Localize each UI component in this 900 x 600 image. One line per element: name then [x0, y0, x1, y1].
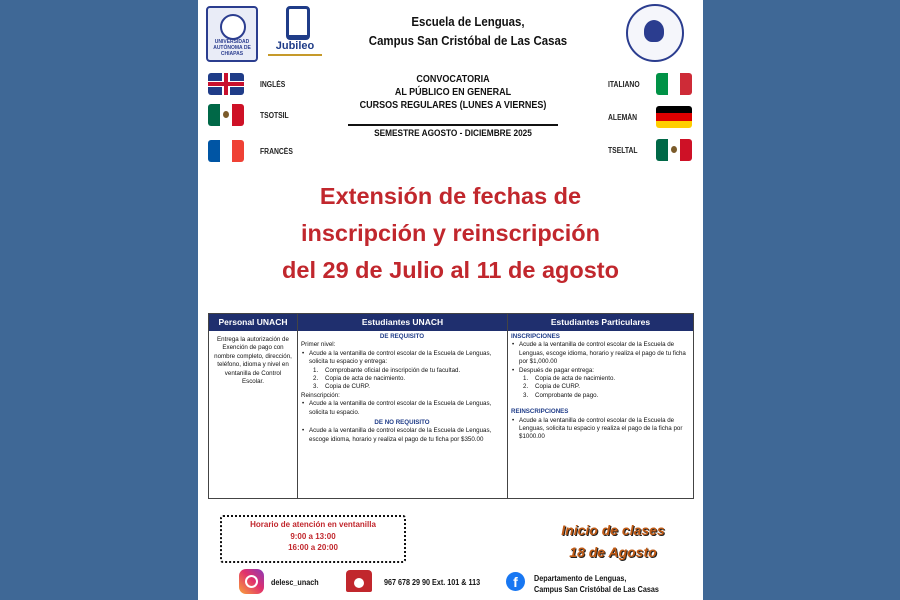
jubileo-logo: Jubileo — [264, 4, 326, 60]
uk-flag-icon — [208, 73, 244, 95]
mexico-flag-icon — [656, 139, 692, 161]
language-label: TSOTSIL — [260, 111, 289, 120]
announcement-block: CONVOCATORIA AL PÚBLICO EN GENERAL CURSOS REGULARES (LUNES A VIERNES) — [359, 74, 547, 111]
germany-flag-icon — [656, 106, 692, 128]
hours-box: Horario de atención en ventanilla 9:00 a 13:00 16:00 a 20:00 — [220, 515, 406, 563]
divider — [348, 124, 558, 126]
semester-label: SEMESTRE AGOSTO - DICIEMBRE 2025 — [374, 128, 532, 138]
language-label: TSELTAL — [608, 146, 638, 155]
table-header: Estudiantes UNACH — [298, 314, 507, 331]
estudiantes-unach-cell: DE REQUISITO Primer nivel: • Acude a la ventanilla de control escolar de la Escuela de Lenguas, solicita tu espacio y entrega: 1. Comprobante oficial de inscripción de tu facultad. 2. Copia de acta de nacimiento. 3. Copia de CURP. Reinscripción: • Acude a la ventanilla de control escolar de la Escuela de Lenguas, solicita tu espacio. DE NO REQUISITO • Acude a la ventanilla de control escolar de la Escuela de Lenguas, escoge idioma, horario y realiza el pago de tu ficha por $350.00 — [301, 333, 503, 498]
language-label: INGLÉS — [260, 80, 286, 89]
facebook-page-label[interactable]: Departamento de Lenguas, Campus San Cristóbal de Las Casas — [534, 574, 659, 594]
instagram-icon — [239, 569, 264, 594]
flyer-page — [198, 0, 703, 600]
estudiantes-particulares-cell: INSCRIPCIONES • Acude a la ventanilla de control escolar de la Escuela de Lenguas, escoge idioma, horario y realiza el pago de tu ficha por $1,000.00 • Después de pagar entrega: 1. Copia de acta de nacimiento. 2. Copia de CURP. 3. Comprobante de pago. REINSCRIPCIONES • Acude a la ventanilla de control escolar de la Escuela de Lenguas, solicita tu espacio y realiza el pago de la ficha por $1000.00 — [511, 333, 689, 498]
class-start-notice: Inicio de clases 18 de Agosto — [561, 522, 665, 560]
requirements-table — [208, 313, 694, 499]
language-label: FRANCÉS — [260, 147, 293, 156]
france-flag-icon — [208, 140, 244, 162]
italy-flag-icon — [656, 73, 692, 95]
facebook-icon: f — [506, 572, 525, 591]
mexico-flag-icon — [208, 104, 244, 126]
personal-unach-cell: Entrega la autorización de Exención de pago con nombre completo, dirección, teléfono, idioma y nivel en ventanilla de Control Escolar. — [214, 336, 292, 386]
language-label: ITALIANO — [608, 80, 640, 89]
language-label: ALEMÁN — [608, 113, 638, 122]
instagram-handle[interactable]: delesc_unach — [271, 578, 319, 587]
phone-number[interactable]: 967 678 29 90 Ext. 101 & 113 — [384, 578, 481, 587]
phone-icon — [346, 570, 372, 592]
unach-seal-logo: UNIVERSIDAD AUTÓNOMA DE CHIAPAS — [206, 6, 258, 62]
school-title: Escuela de Lenguas, Campus San Cristóbal de Las Casas — [368, 14, 568, 48]
escuela-lenguas-logo — [626, 4, 684, 62]
table-header: Personal UNACH — [209, 314, 297, 331]
table-header: Estudiantes Particulares — [508, 314, 693, 331]
headline: Extensión de fechas de inscripción y reinscripción del 29 de Julio al 11 de agosto — [282, 183, 619, 283]
